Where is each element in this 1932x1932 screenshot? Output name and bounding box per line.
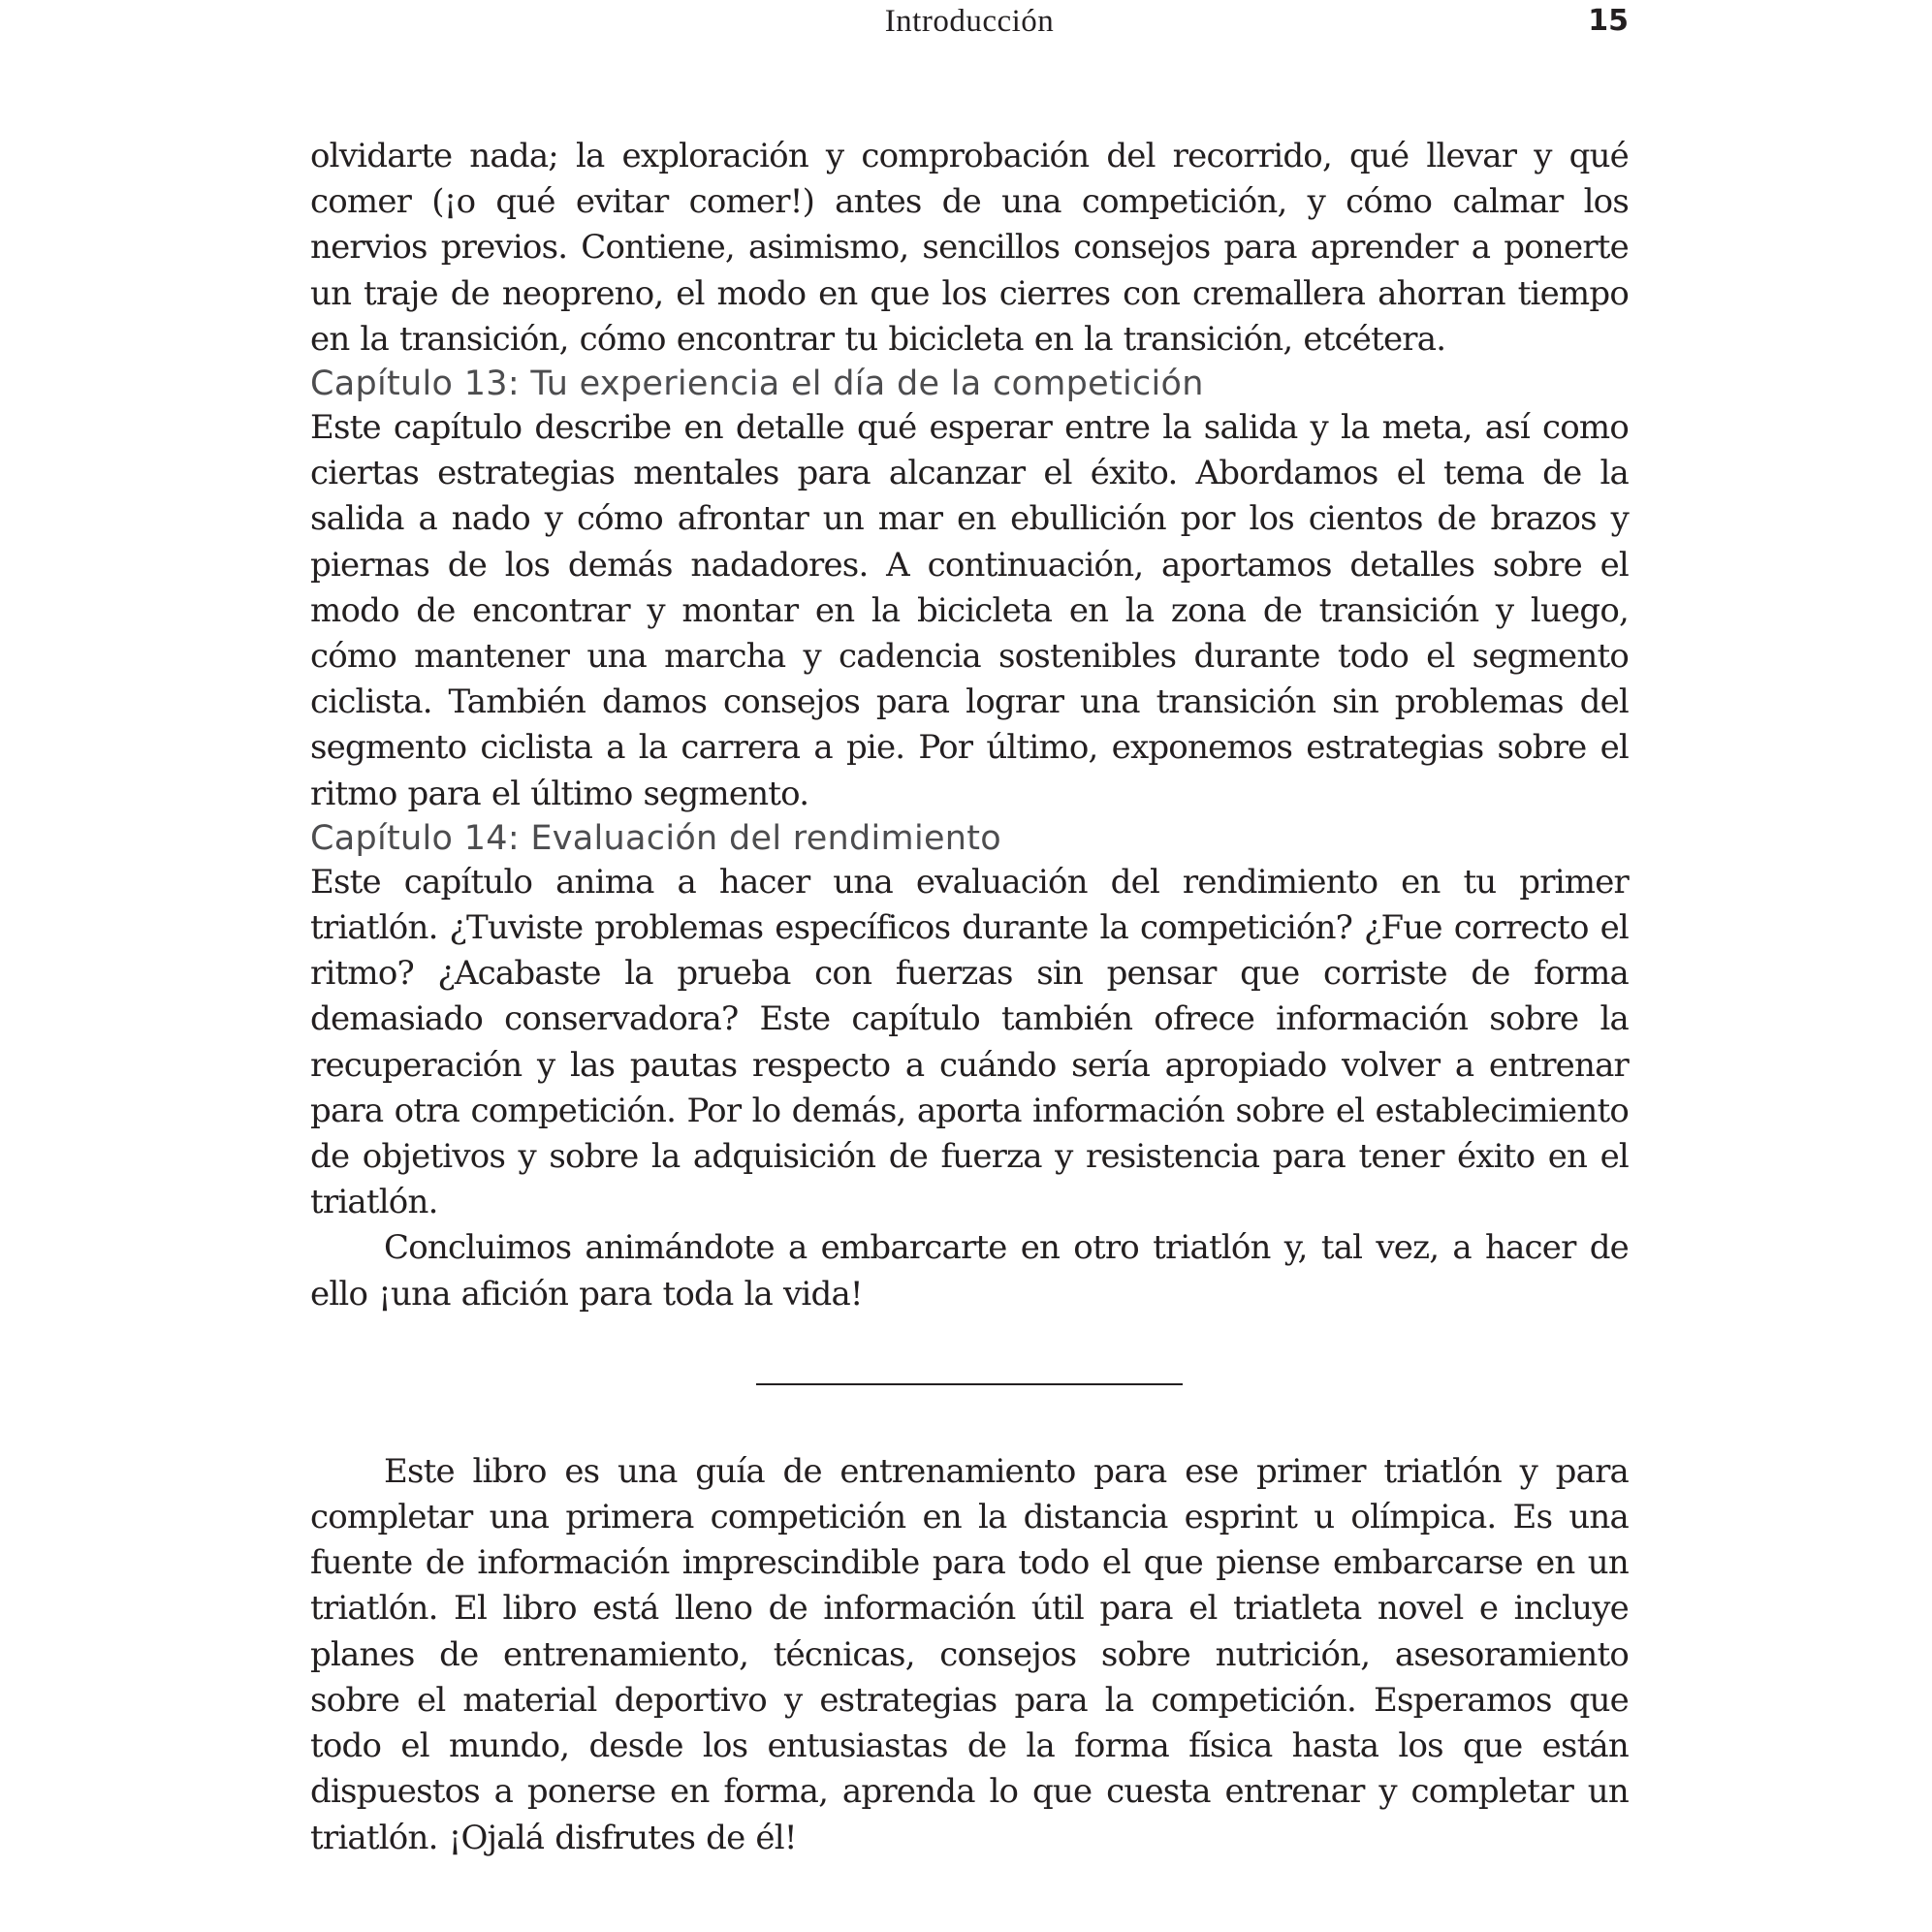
section-divider bbox=[756, 1383, 1183, 1385]
running-header bbox=[310, 0, 1629, 43]
paragraph-intro: olvidarte nada; la exploración y comprobación del recorrido, qué llevar y qué comer (¡o qué evitar comer!) antes de una competición, y cómo calmar los nervios previos. Contiene, asimismo, sencillos consejos para aprender a ponerte un traje de neopreno, el modo en que los cierres con cremallera ahorran tiempo en la transición, cómo encontrar tu bicicleta en la transición, etcétera. bbox=[310, 137, 1629, 359]
closing-paragraph: Concluimos animándote a embarcarte en otro triatlón y, tal vez, a hacer de ello ¡una afición para toda la vida! bbox=[310, 1228, 1629, 1314]
final-paragraph: Este libro es una guía de entrenamiento para ese primer triatlón y para completar una primera competición en la distancia esprint u olímpica. Es una fuente de información imprescindible para todo el que piense embarcarse en un triatlón. El libro está lleno de información útil para el triatleta novel e incluye planes de entrenamiento, técnicas, consejos sobre nutrición, asesoramiento sobre el material deportivo y estrategias para la competición. Esperamos que todo el mundo, desde los entusiastas de la forma física hasta los que están dispuestos a ponerse en forma, aprenda lo que cuesta entrenar y completar un triatlón. ¡Ojalá disfrutes de él! bbox=[310, 1451, 1629, 1857]
chapter-14-heading: Capítulo 14: Evaluación del rendimiento bbox=[310, 818, 1002, 858]
chapter-13-heading: Capítulo 13: Tu experiencia el día de la competición bbox=[310, 364, 1204, 404]
chapter-14-paragraph: Este capítulo anima a hacer una evaluación del rendimiento en tu primer triatlón. ¿Tuviste problemas específicos durante la competición? ¿Fue correcto el ritmo? ¿Acabaste la prueba con fuerzas sin pensar que corriste de forma demasiado conservadora? Este capítulo también ofrece información sobre la recuperación y las pautas respecto a cuándo sería apropiado volver a entrenar para otra competición. Por lo demás, aporta información sobre el establecimiento de objetivos y sobre la adquisición de fuerza y resistencia para tener éxito en el triatlón. bbox=[310, 862, 1629, 1222]
text-block bbox=[310, 134, 1629, 1861]
page-number: 15 bbox=[1588, 4, 1629, 38]
chapter-13-paragraph: Este capítulo describe en detalle qué esperar entre la salida y la meta, así como ciertas estrategias mentales para alcanzar el éxito. Abordamos el tema de la salida a nado y cómo afrontar un mar en ebullición por los cientos de brazos y piernas de los demás nadadores. A continuación, aportamos detalles sobre el modo de encontrar y montar en la bicicleta en la zona de transición y luego, cómo mantener una marcha y cadencia sostenibles durante todo el segmento ciclista. También damos consejos para lograr una transición sin problemas del segmento ciclista a la carrera a pie. Por último, exponemos estrategias sobre el ritmo para el último segmento. bbox=[310, 408, 1629, 813]
running-title: Introducción bbox=[884, 4, 1055, 39]
